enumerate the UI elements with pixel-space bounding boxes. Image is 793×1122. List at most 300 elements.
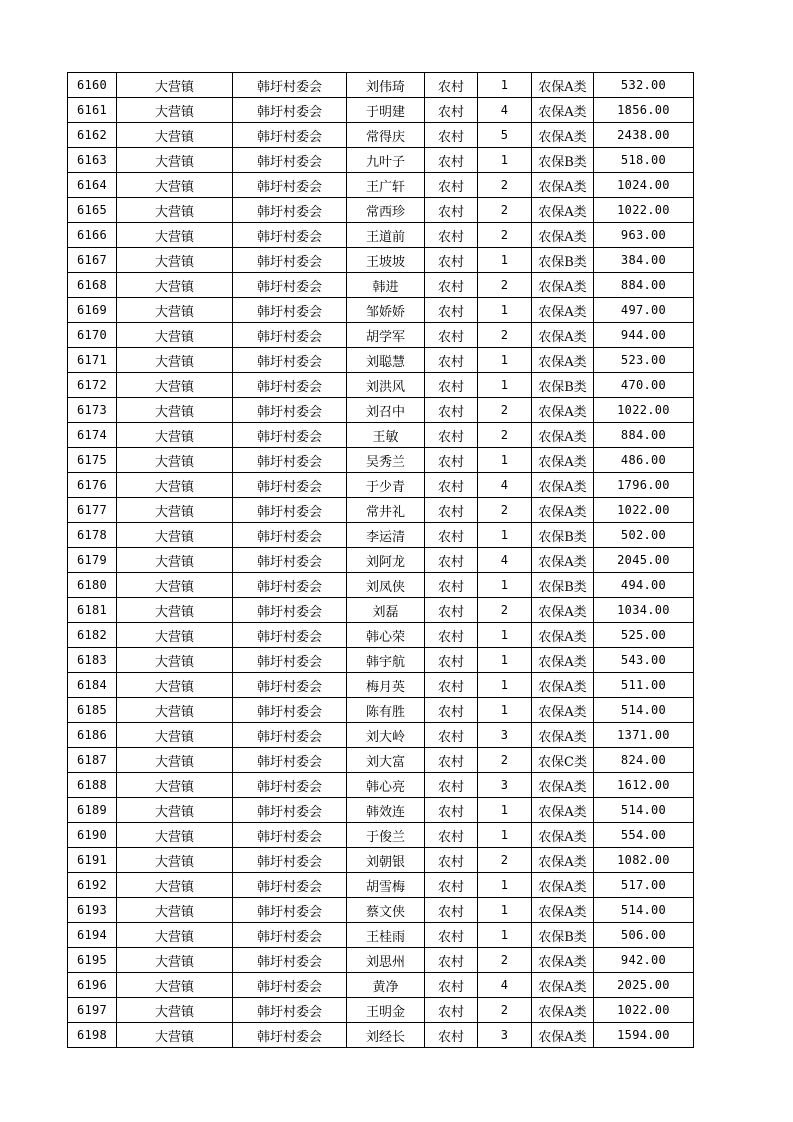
town-cell: 大营镇 bbox=[117, 598, 233, 623]
town-cell: 大营镇 bbox=[117, 373, 233, 398]
village-committee-cell: 韩圩村委会 bbox=[233, 248, 347, 273]
person-name-cell: 梅月英 bbox=[347, 673, 425, 698]
household-size-cell: 3 bbox=[478, 1023, 532, 1048]
row-number-cell: 6174 bbox=[68, 423, 117, 448]
insurance-category-cell: 农保A类 bbox=[532, 623, 594, 648]
town-cell: 大营镇 bbox=[117, 348, 233, 373]
town-cell: 大营镇 bbox=[117, 248, 233, 273]
household-type-cell: 农村 bbox=[425, 198, 478, 223]
person-name-cell: 韩效连 bbox=[347, 798, 425, 823]
village-committee-cell: 韩圩村委会 bbox=[233, 498, 347, 523]
amount-cell: 1612.00 bbox=[594, 773, 694, 798]
insurance-category-cell: 农保B类 bbox=[532, 373, 594, 398]
table-row bbox=[68, 873, 694, 898]
insurance-category-cell: 农保C类 bbox=[532, 748, 594, 773]
row-number-cell: 6192 bbox=[68, 873, 117, 898]
amount-cell: 514.00 bbox=[594, 898, 694, 923]
table-row bbox=[68, 573, 694, 598]
household-type-cell: 农村 bbox=[425, 623, 478, 648]
amount-cell: 1371.00 bbox=[594, 723, 694, 748]
amount-cell: 514.00 bbox=[594, 798, 694, 823]
town-cell: 大营镇 bbox=[117, 848, 233, 873]
household-size-cell: 2 bbox=[478, 423, 532, 448]
person-name-cell: 王桂雨 bbox=[347, 923, 425, 948]
household-type-cell: 农村 bbox=[425, 723, 478, 748]
insurance-category-cell: 农保A类 bbox=[532, 973, 594, 998]
village-committee-cell: 韩圩村委会 bbox=[233, 1023, 347, 1048]
household-size-cell: 2 bbox=[478, 498, 532, 523]
village-committee-cell: 韩圩村委会 bbox=[233, 73, 347, 98]
insurance-category-cell: 农保A类 bbox=[532, 1023, 594, 1048]
household-size-cell: 2 bbox=[478, 848, 532, 873]
household-type-cell: 农村 bbox=[425, 248, 478, 273]
household-type-cell: 农村 bbox=[425, 848, 478, 873]
amount-cell: 506.00 bbox=[594, 923, 694, 948]
row-number-cell: 6194 bbox=[68, 923, 117, 948]
amount-cell: 2438.00 bbox=[594, 123, 694, 148]
household-size-cell: 2 bbox=[478, 948, 532, 973]
insurance-category-cell: 农保B类 bbox=[532, 923, 594, 948]
household-size-cell: 1 bbox=[478, 673, 532, 698]
insurance-category-cell: 农保A类 bbox=[532, 398, 594, 423]
table-row bbox=[68, 548, 694, 573]
village-committee-cell: 韩圩村委会 bbox=[233, 173, 347, 198]
town-cell: 大营镇 bbox=[117, 498, 233, 523]
village-committee-cell: 韩圩村委会 bbox=[233, 873, 347, 898]
person-name-cell: 刘召中 bbox=[347, 398, 425, 423]
village-committee-cell: 韩圩村委会 bbox=[233, 398, 347, 423]
insurance-category-cell: 农保A类 bbox=[532, 198, 594, 223]
person-name-cell: 刘洪风 bbox=[347, 373, 425, 398]
person-name-cell: 韩心荣 bbox=[347, 623, 425, 648]
insurance-category-cell: 农保A类 bbox=[532, 948, 594, 973]
table-row bbox=[68, 373, 694, 398]
household-type-cell: 农村 bbox=[425, 473, 478, 498]
village-committee-cell: 韩圩村委会 bbox=[233, 848, 347, 873]
household-size-cell: 2 bbox=[478, 223, 532, 248]
town-cell: 大营镇 bbox=[117, 898, 233, 923]
household-type-cell: 农村 bbox=[425, 923, 478, 948]
amount-cell: 497.00 bbox=[594, 298, 694, 323]
household-size-cell: 1 bbox=[478, 148, 532, 173]
amount-cell: 486.00 bbox=[594, 448, 694, 473]
table-row bbox=[68, 298, 694, 323]
amount-cell: 1594.00 bbox=[594, 1023, 694, 1048]
person-name-cell: 王道前 bbox=[347, 223, 425, 248]
village-committee-cell: 韩圩村委会 bbox=[233, 898, 347, 923]
person-name-cell: 刘阿龙 bbox=[347, 548, 425, 573]
insurance-category-cell: 农保A类 bbox=[532, 848, 594, 873]
village-committee-cell: 韩圩村委会 bbox=[233, 548, 347, 573]
town-cell: 大营镇 bbox=[117, 298, 233, 323]
household-type-cell: 农村 bbox=[425, 748, 478, 773]
household-size-cell: 2 bbox=[478, 998, 532, 1023]
household-size-cell: 2 bbox=[478, 173, 532, 198]
household-type-cell: 农村 bbox=[425, 773, 478, 798]
insurance-category-cell: 农保A类 bbox=[532, 998, 594, 1023]
town-cell: 大营镇 bbox=[117, 98, 233, 123]
person-name-cell: 于俊兰 bbox=[347, 823, 425, 848]
village-committee-cell: 韩圩村委会 bbox=[233, 598, 347, 623]
town-cell: 大营镇 bbox=[117, 148, 233, 173]
insurance-category-cell: 农保A类 bbox=[532, 698, 594, 723]
amount-cell: 1022.00 bbox=[594, 498, 694, 523]
household-size-cell: 1 bbox=[478, 823, 532, 848]
row-number-cell: 6193 bbox=[68, 898, 117, 923]
household-size-cell: 2 bbox=[478, 273, 532, 298]
household-size-cell: 1 bbox=[478, 898, 532, 923]
insurance-category-cell: 农保A类 bbox=[532, 73, 594, 98]
household-size-cell: 2 bbox=[478, 748, 532, 773]
row-number-cell: 6189 bbox=[68, 798, 117, 823]
town-cell: 大营镇 bbox=[117, 73, 233, 98]
insurance-category-cell: 农保A类 bbox=[532, 498, 594, 523]
amount-cell: 884.00 bbox=[594, 273, 694, 298]
row-number-cell: 6167 bbox=[68, 248, 117, 273]
row-number-cell: 6197 bbox=[68, 998, 117, 1023]
town-cell: 大营镇 bbox=[117, 973, 233, 998]
person-name-cell: 刘聪慧 bbox=[347, 348, 425, 373]
person-name-cell: 刘磊 bbox=[347, 598, 425, 623]
household-size-cell: 1 bbox=[478, 298, 532, 323]
person-name-cell: 蔡文侠 bbox=[347, 898, 425, 923]
town-cell: 大营镇 bbox=[117, 273, 233, 298]
table-row bbox=[68, 423, 694, 448]
village-committee-cell: 韩圩村委会 bbox=[233, 648, 347, 673]
row-number-cell: 6172 bbox=[68, 373, 117, 398]
table-row bbox=[68, 998, 694, 1023]
table-row bbox=[68, 848, 694, 873]
person-name-cell: 常得庆 bbox=[347, 123, 425, 148]
town-cell: 大营镇 bbox=[117, 673, 233, 698]
insurance-category-cell: 农保A类 bbox=[532, 673, 594, 698]
amount-cell: 2025.00 bbox=[594, 973, 694, 998]
insurance-category-cell: 农保B类 bbox=[532, 248, 594, 273]
household-type-cell: 农村 bbox=[425, 998, 478, 1023]
person-name-cell: 胡学军 bbox=[347, 323, 425, 348]
table-row bbox=[68, 498, 694, 523]
row-number-cell: 6181 bbox=[68, 598, 117, 623]
household-type-cell: 农村 bbox=[425, 148, 478, 173]
town-cell: 大营镇 bbox=[117, 698, 233, 723]
amount-cell: 963.00 bbox=[594, 223, 694, 248]
row-number-cell: 6182 bbox=[68, 623, 117, 648]
household-size-cell: 1 bbox=[478, 798, 532, 823]
amount-cell: 514.00 bbox=[594, 698, 694, 723]
table-row bbox=[68, 648, 694, 673]
roster-body bbox=[68, 73, 694, 1048]
person-name-cell: 王广轩 bbox=[347, 173, 425, 198]
town-cell: 大营镇 bbox=[117, 623, 233, 648]
insurance-category-cell: 农保A类 bbox=[532, 298, 594, 323]
table-row bbox=[68, 948, 694, 973]
row-number-cell: 6185 bbox=[68, 698, 117, 723]
village-committee-cell: 韩圩村委会 bbox=[233, 323, 347, 348]
row-number-cell: 6169 bbox=[68, 298, 117, 323]
household-type-cell: 农村 bbox=[425, 598, 478, 623]
household-size-cell: 2 bbox=[478, 323, 532, 348]
table-row bbox=[68, 598, 694, 623]
household-size-cell: 4 bbox=[478, 548, 532, 573]
household-type-cell: 农村 bbox=[425, 73, 478, 98]
town-cell: 大营镇 bbox=[117, 823, 233, 848]
village-committee-cell: 韩圩村委会 bbox=[233, 673, 347, 698]
village-committee-cell: 韩圩村委会 bbox=[233, 723, 347, 748]
household-type-cell: 农村 bbox=[425, 573, 478, 598]
household-type-cell: 农村 bbox=[425, 273, 478, 298]
row-number-cell: 6166 bbox=[68, 223, 117, 248]
person-name-cell: 刘伟琦 bbox=[347, 73, 425, 98]
person-name-cell: 刘大富 bbox=[347, 748, 425, 773]
insurance-category-cell: 农保A类 bbox=[532, 723, 594, 748]
table-row bbox=[68, 198, 694, 223]
person-name-cell: 胡雪梅 bbox=[347, 873, 425, 898]
household-size-cell: 1 bbox=[478, 648, 532, 673]
person-name-cell: 王坡坡 bbox=[347, 248, 425, 273]
table-row bbox=[68, 523, 694, 548]
insurance-category-cell: 农保A类 bbox=[532, 273, 594, 298]
amount-cell: 2045.00 bbox=[594, 548, 694, 573]
table-row bbox=[68, 148, 694, 173]
household-type-cell: 农村 bbox=[425, 98, 478, 123]
insurance-category-cell: 农保A类 bbox=[532, 448, 594, 473]
amount-cell: 523.00 bbox=[594, 348, 694, 373]
amount-cell: 532.00 bbox=[594, 73, 694, 98]
household-type-cell: 农村 bbox=[425, 123, 478, 148]
town-cell: 大营镇 bbox=[117, 748, 233, 773]
insurance-category-cell: 农保A类 bbox=[532, 173, 594, 198]
table-row bbox=[68, 723, 694, 748]
row-number-cell: 6187 bbox=[68, 748, 117, 773]
row-number-cell: 6160 bbox=[68, 73, 117, 98]
amount-cell: 1796.00 bbox=[594, 473, 694, 498]
town-cell: 大营镇 bbox=[117, 173, 233, 198]
town-cell: 大营镇 bbox=[117, 723, 233, 748]
household-size-cell: 1 bbox=[478, 373, 532, 398]
row-number-cell: 6179 bbox=[68, 548, 117, 573]
household-type-cell: 农村 bbox=[425, 673, 478, 698]
person-name-cell: 陈有胜 bbox=[347, 698, 425, 723]
table-row bbox=[68, 273, 694, 298]
household-type-cell: 农村 bbox=[425, 448, 478, 473]
town-cell: 大营镇 bbox=[117, 648, 233, 673]
village-committee-cell: 韩圩村委会 bbox=[233, 973, 347, 998]
table-row bbox=[68, 623, 694, 648]
household-size-cell: 4 bbox=[478, 98, 532, 123]
village-committee-cell: 韩圩村委会 bbox=[233, 748, 347, 773]
town-cell: 大营镇 bbox=[117, 998, 233, 1023]
village-committee-cell: 韩圩村委会 bbox=[233, 223, 347, 248]
insurance-category-cell: 农保A类 bbox=[532, 473, 594, 498]
insurance-category-cell: 农保A类 bbox=[532, 773, 594, 798]
town-cell: 大营镇 bbox=[117, 123, 233, 148]
table-row bbox=[68, 73, 694, 98]
household-size-cell: 4 bbox=[478, 973, 532, 998]
village-committee-cell: 韩圩村委会 bbox=[233, 348, 347, 373]
assistance-roster-table bbox=[67, 72, 694, 1048]
row-number-cell: 6162 bbox=[68, 123, 117, 148]
person-name-cell: 韩宇航 bbox=[347, 648, 425, 673]
insurance-category-cell: 农保B类 bbox=[532, 523, 594, 548]
town-cell: 大营镇 bbox=[117, 948, 233, 973]
town-cell: 大营镇 bbox=[117, 473, 233, 498]
row-number-cell: 6171 bbox=[68, 348, 117, 373]
household-size-cell: 3 bbox=[478, 723, 532, 748]
person-name-cell: 王明金 bbox=[347, 998, 425, 1023]
household-type-cell: 农村 bbox=[425, 898, 478, 923]
table-row bbox=[68, 448, 694, 473]
household-type-cell: 农村 bbox=[425, 223, 478, 248]
insurance-category-cell: 农保A类 bbox=[532, 873, 594, 898]
town-cell: 大营镇 bbox=[117, 798, 233, 823]
town-cell: 大营镇 bbox=[117, 223, 233, 248]
household-type-cell: 农村 bbox=[425, 873, 478, 898]
insurance-category-cell: 农保B类 bbox=[532, 148, 594, 173]
row-number-cell: 6176 bbox=[68, 473, 117, 498]
household-type-cell: 农村 bbox=[425, 948, 478, 973]
amount-cell: 543.00 bbox=[594, 648, 694, 673]
town-cell: 大营镇 bbox=[117, 423, 233, 448]
table-row bbox=[68, 398, 694, 423]
person-name-cell: 刘思州 bbox=[347, 948, 425, 973]
household-size-cell: 1 bbox=[478, 623, 532, 648]
town-cell: 大营镇 bbox=[117, 923, 233, 948]
village-committee-cell: 韩圩村委会 bbox=[233, 623, 347, 648]
insurance-category-cell: 农保A类 bbox=[532, 898, 594, 923]
village-committee-cell: 韩圩村委会 bbox=[233, 823, 347, 848]
table-row bbox=[68, 823, 694, 848]
table-row bbox=[68, 798, 694, 823]
insurance-category-cell: 农保A类 bbox=[532, 223, 594, 248]
row-number-cell: 6164 bbox=[68, 173, 117, 198]
amount-cell: 502.00 bbox=[594, 523, 694, 548]
village-committee-cell: 韩圩村委会 bbox=[233, 373, 347, 398]
town-cell: 大营镇 bbox=[117, 198, 233, 223]
household-type-cell: 农村 bbox=[425, 648, 478, 673]
household-size-cell: 4 bbox=[478, 473, 532, 498]
household-type-cell: 农村 bbox=[425, 1023, 478, 1048]
town-cell: 大营镇 bbox=[117, 1023, 233, 1048]
town-cell: 大营镇 bbox=[117, 573, 233, 598]
table-row bbox=[68, 923, 694, 948]
table-row bbox=[68, 98, 694, 123]
insurance-category-cell: 农保A类 bbox=[532, 98, 594, 123]
table-row bbox=[68, 473, 694, 498]
household-size-cell: 2 bbox=[478, 198, 532, 223]
row-number-cell: 6178 bbox=[68, 523, 117, 548]
amount-cell: 525.00 bbox=[594, 623, 694, 648]
person-name-cell: 刘大岭 bbox=[347, 723, 425, 748]
insurance-category-cell: 农保A类 bbox=[532, 823, 594, 848]
village-committee-cell: 韩圩村委会 bbox=[233, 123, 347, 148]
household-size-cell: 3 bbox=[478, 773, 532, 798]
person-name-cell: 刘凤侠 bbox=[347, 573, 425, 598]
household-type-cell: 农村 bbox=[425, 348, 478, 373]
household-size-cell: 1 bbox=[478, 698, 532, 723]
row-number-cell: 6196 bbox=[68, 973, 117, 998]
household-type-cell: 农村 bbox=[425, 823, 478, 848]
town-cell: 大营镇 bbox=[117, 773, 233, 798]
amount-cell: 1024.00 bbox=[594, 173, 694, 198]
amount-cell: 384.00 bbox=[594, 248, 694, 273]
amount-cell: 944.00 bbox=[594, 323, 694, 348]
amount-cell: 942.00 bbox=[594, 948, 694, 973]
row-number-cell: 6183 bbox=[68, 648, 117, 673]
village-committee-cell: 韩圩村委会 bbox=[233, 523, 347, 548]
town-cell: 大营镇 bbox=[117, 523, 233, 548]
amount-cell: 554.00 bbox=[594, 823, 694, 848]
amount-cell: 518.00 bbox=[594, 148, 694, 173]
village-committee-cell: 韩圩村委会 bbox=[233, 998, 347, 1023]
household-type-cell: 农村 bbox=[425, 548, 478, 573]
household-type-cell: 农村 bbox=[425, 173, 478, 198]
insurance-category-cell: 农保A类 bbox=[532, 423, 594, 448]
household-size-cell: 1 bbox=[478, 73, 532, 98]
table-row bbox=[68, 348, 694, 373]
person-name-cell: 九叶子 bbox=[347, 148, 425, 173]
insurance-category-cell: 农保A类 bbox=[532, 798, 594, 823]
household-size-cell: 2 bbox=[478, 398, 532, 423]
household-size-cell: 2 bbox=[478, 598, 532, 623]
person-name-cell: 韩进 bbox=[347, 273, 425, 298]
amount-cell: 494.00 bbox=[594, 573, 694, 598]
row-number-cell: 6173 bbox=[68, 398, 117, 423]
village-committee-cell: 韩圩村委会 bbox=[233, 198, 347, 223]
amount-cell: 1022.00 bbox=[594, 198, 694, 223]
village-committee-cell: 韩圩村委会 bbox=[233, 148, 347, 173]
village-committee-cell: 韩圩村委会 bbox=[233, 923, 347, 948]
household-size-cell: 1 bbox=[478, 523, 532, 548]
person-name-cell: 刘经长 bbox=[347, 1023, 425, 1048]
row-number-cell: 6195 bbox=[68, 948, 117, 973]
village-committee-cell: 韩圩村委会 bbox=[233, 473, 347, 498]
table-row bbox=[68, 698, 694, 723]
household-type-cell: 农村 bbox=[425, 298, 478, 323]
insurance-category-cell: 农保A类 bbox=[532, 598, 594, 623]
row-number-cell: 6175 bbox=[68, 448, 117, 473]
insurance-category-cell: 农保A类 bbox=[532, 123, 594, 148]
insurance-category-cell: 农保B类 bbox=[532, 573, 594, 598]
amount-cell: 884.00 bbox=[594, 423, 694, 448]
town-cell: 大营镇 bbox=[117, 323, 233, 348]
person-name-cell: 常西珍 bbox=[347, 198, 425, 223]
household-type-cell: 农村 bbox=[425, 373, 478, 398]
table-row bbox=[68, 173, 694, 198]
insurance-category-cell: 农保A类 bbox=[532, 323, 594, 348]
village-committee-cell: 韩圩村委会 bbox=[233, 423, 347, 448]
table-row bbox=[68, 673, 694, 698]
household-type-cell: 农村 bbox=[425, 398, 478, 423]
village-committee-cell: 韩圩村委会 bbox=[233, 798, 347, 823]
household-type-cell: 农村 bbox=[425, 798, 478, 823]
insurance-category-cell: 农保A类 bbox=[532, 548, 594, 573]
person-name-cell: 常井礼 bbox=[347, 498, 425, 523]
household-size-cell: 1 bbox=[478, 873, 532, 898]
village-committee-cell: 韩圩村委会 bbox=[233, 773, 347, 798]
village-committee-cell: 韩圩村委会 bbox=[233, 98, 347, 123]
person-name-cell: 韩心亮 bbox=[347, 773, 425, 798]
village-committee-cell: 韩圩村委会 bbox=[233, 273, 347, 298]
row-number-cell: 6170 bbox=[68, 323, 117, 348]
village-committee-cell: 韩圩村委会 bbox=[233, 573, 347, 598]
household-size-cell: 1 bbox=[478, 573, 532, 598]
household-type-cell: 农村 bbox=[425, 423, 478, 448]
row-number-cell: 6191 bbox=[68, 848, 117, 873]
table-row bbox=[68, 773, 694, 798]
table-row bbox=[68, 223, 694, 248]
table-row bbox=[68, 973, 694, 998]
amount-cell: 824.00 bbox=[594, 748, 694, 773]
